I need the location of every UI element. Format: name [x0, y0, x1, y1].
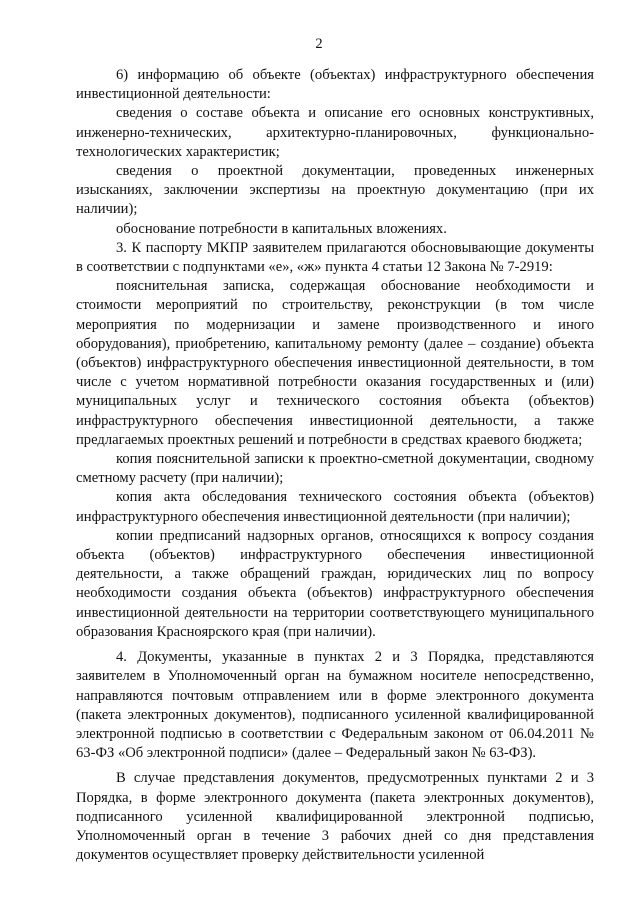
paragraph-copies-prescriptions: копии предписаний надзорных органов, относящихся к вопросу создания объекта (объектов) инфраструктурного обеспечения инвестиционной деятельности, а также обращений граждан, юридических лиц по вопросу необходимости создания объекта (объектов) инфраструктурного обеспечения инвестиционной деятельности на территории соответствующего муниципального образования Красноярского края (при наличии). — [76, 527, 594, 640]
paragraph-section-4: 4. Документы, указанные в пунктах 2 и 3 Порядка, представляются заявителем в Уполномоченный орган на бумажном носителе непосредственно, направляются почтовым отправлением или в форме электронного документа (пакета электронных документов), подписанного усиленной квалифицированной электронной подписью в соответствии с Федеральным законом от 06.04.2011 № 63-ФЗ «Об электронной подписи» (далее – Федеральный закон № 63-ФЗ). — [76, 649, 594, 762]
paragraph-electronic-submission: В случае представления документов, предусмотренных пунктами 2 и 3 Порядка, в форме электронного документа (пакета электронных документов), подписанного усиленной квалифицированной электронной подписью, Уполномоченный орган в течение 3 рабочих дней со дня представления документов осуществляет проверку действительности усиленной — [76, 770, 594, 864]
paragraph-item-6: 6) информацию об объекте (объектах) инфраструктурного обеспечения инвестиционной деятельности: — [76, 67, 594, 103]
paragraph-capital-investment: обоснование потребности в капитальных вложениях. — [116, 220, 447, 237]
paragraph-copy-explanatory-note: копия пояснительной записки к проектно-сметной документации, сводному сметному расчету (при наличии); — [76, 451, 594, 487]
paragraph-explanatory-note: пояснительная записка, содержащая обоснование необходимости и стоимости мероприятий по строительству, реконструкции (в том числе мероприятия по модернизации и замене производственного и иного оборудования), приобретению, капитальному ремонту (далее – создание) объекта (объектов) инфраструктурного обеспечения инвестиционной деятельности, в том числе с учетом нормативной потребности оказания государственных и (или) муниципальных услуг и технического состояния объекта (объектов) инфраструктурного обеспечения инвестиционной деятельности, а также предлагаемых проектных решений и потребности в средствах краевого бюджета; — [76, 278, 594, 448]
document-body — [76, 66, 594, 865]
paragraph-project-documentation: сведения о проектной документации, проведенных инженерных изысканиях, заключении экспертизы на проектную документацию (при их наличии); — [76, 163, 594, 218]
paragraph-object-composition: сведения о составе объекта и описание его основных конструктивных, инженерно-технических, архитектурно-планировочных, функционально-технологических характеристик; — [76, 105, 594, 160]
paragraph-section-3: 3. К паспорту МКПР заявителем прилагаются обосновывающие документы в соответствии с подпунктами «е», «ж» пункта 4 статьи 12 Закона № 7-2919: — [76, 239, 594, 276]
paragraph-copy-inspection-act: копия акта обследования технического состояния объекта (объектов) инфраструктурного обеспечения инвестиционной деятельности (при наличии); — [76, 489, 594, 525]
page-number: 2 — [315, 36, 323, 52]
